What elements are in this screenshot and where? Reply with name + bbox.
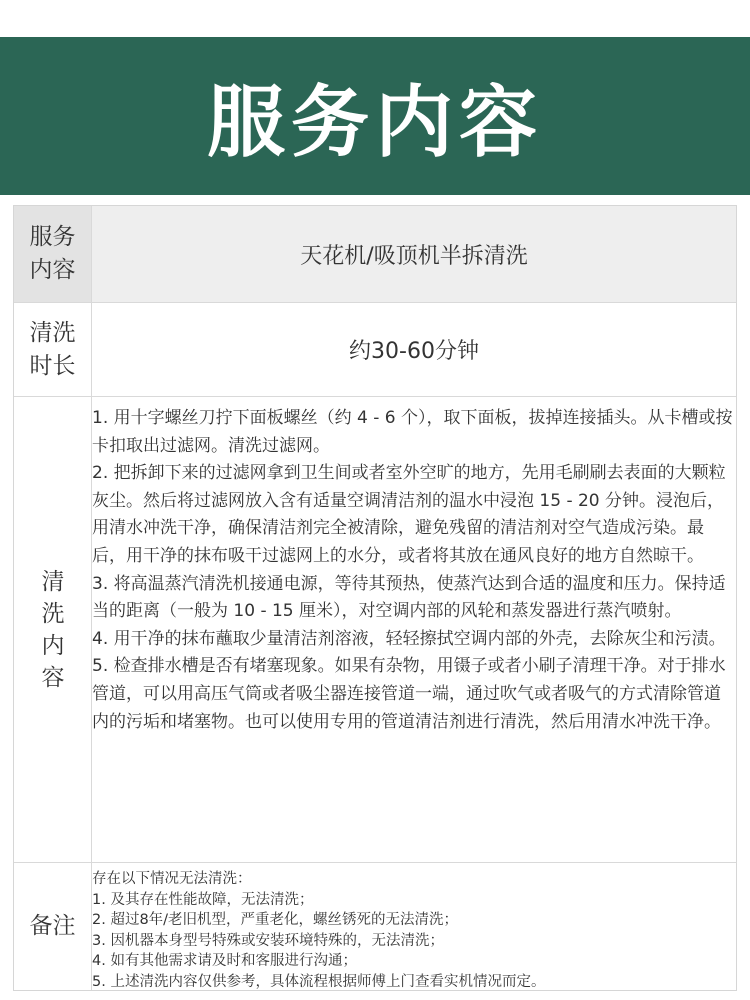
- service-value: 天花机/吸顶机半拆清洗: [300, 243, 528, 269]
- steps-row: [14, 396, 736, 862]
- duration-row: [14, 302, 736, 396]
- step-item: 4. 用干净的抹布蘸取少量清洁剂溶液，轻轻擦拭空调内部的外壳，去除灰尘和污渍。: [92, 628, 726, 649]
- steps-label-cell: [14, 397, 92, 862]
- step-item: 3. 将高温蒸汽清洗机接通电源，等待其预热，使蒸汽达到合适的温度和压力。保持适当的距离（一般为 10 - 15 厘米），对空调内部的风轮和蒸发器进行蒸汽喷射。: [92, 573, 726, 622]
- service-value-cell: [92, 206, 736, 302]
- notes-row: [14, 862, 736, 990]
- note-item: 3. 因机器本身型号特殊或安装环境特殊的，无法清洗；: [92, 932, 444, 949]
- note-item: 5. 上述清洗内容仅供参考，具体流程根据师傅上门查看实机情况而定。: [92, 973, 546, 990]
- service-row: [14, 206, 736, 302]
- steps-content: [92, 397, 736, 862]
- title-banner: [0, 37, 750, 195]
- duration-value-cell: [92, 303, 736, 396]
- duration-label: 清洗时长: [29, 319, 76, 379]
- step-item: 5. 检查排水槽是否有堵塞现象。如果有杂物，用镊子或者小刷子清理干净。对于排水管道，可以用高压气筒或者吸尘器连接管道一端，通过吹气或者吸气的方式清除管道内的污垢和堵塞物。也可以使用专用的管道清洁剂进行清洗，然后用清水冲洗干净。: [92, 656, 726, 732]
- step-item: 1. 用十字螺丝刀拧下面板螺丝（约 4 - 6 个），取下面板，拔掉连接插头。从卡槽或按卡扣取出过滤网。清洗过滤网。: [92, 408, 733, 456]
- service-label-cell: [14, 206, 92, 302]
- service-label: 服务内容: [29, 224, 76, 283]
- service-table: [13, 205, 737, 991]
- note-item: 1. 及其存在性能故障，无法清洗；: [92, 891, 314, 908]
- duration-value: 约30-60分钟: [349, 339, 479, 364]
- notes-label-cell: [14, 863, 92, 990]
- notes-content: [92, 863, 736, 990]
- notes-label: 备注: [29, 913, 76, 939]
- notes-intro: 存在以下情况无法清洗：: [92, 871, 252, 887]
- step-item: 2. 把拆卸下来的过滤网拿到卫生间或者室外空旷的地方，先用毛刷刷去表面的大颗粒灰尘。然后将过滤网放入含有适量空调清洁剂的温水中浸泡 15 - 20 分钟。浸泡后，用清水冲洗干净，确保清洁剂完全被清除，避免残留的清洁剂对空气造成污染。最后，用干净的抹布吸干过滤网上的水分，或者将其放在通风良好的地方自然晾干。: [92, 463, 726, 566]
- note-item: 2. 超过8年/老旧机型，严重老化，螺丝锈死的无法清洗；: [92, 912, 459, 928]
- duration-label-cell: [14, 303, 92, 396]
- steps-label: 清洗内容: [41, 568, 65, 691]
- note-item: 4. 如有其他需求请及时和客服进行沟通；: [92, 953, 357, 969]
- page-title: 服务内容: [206, 78, 543, 168]
